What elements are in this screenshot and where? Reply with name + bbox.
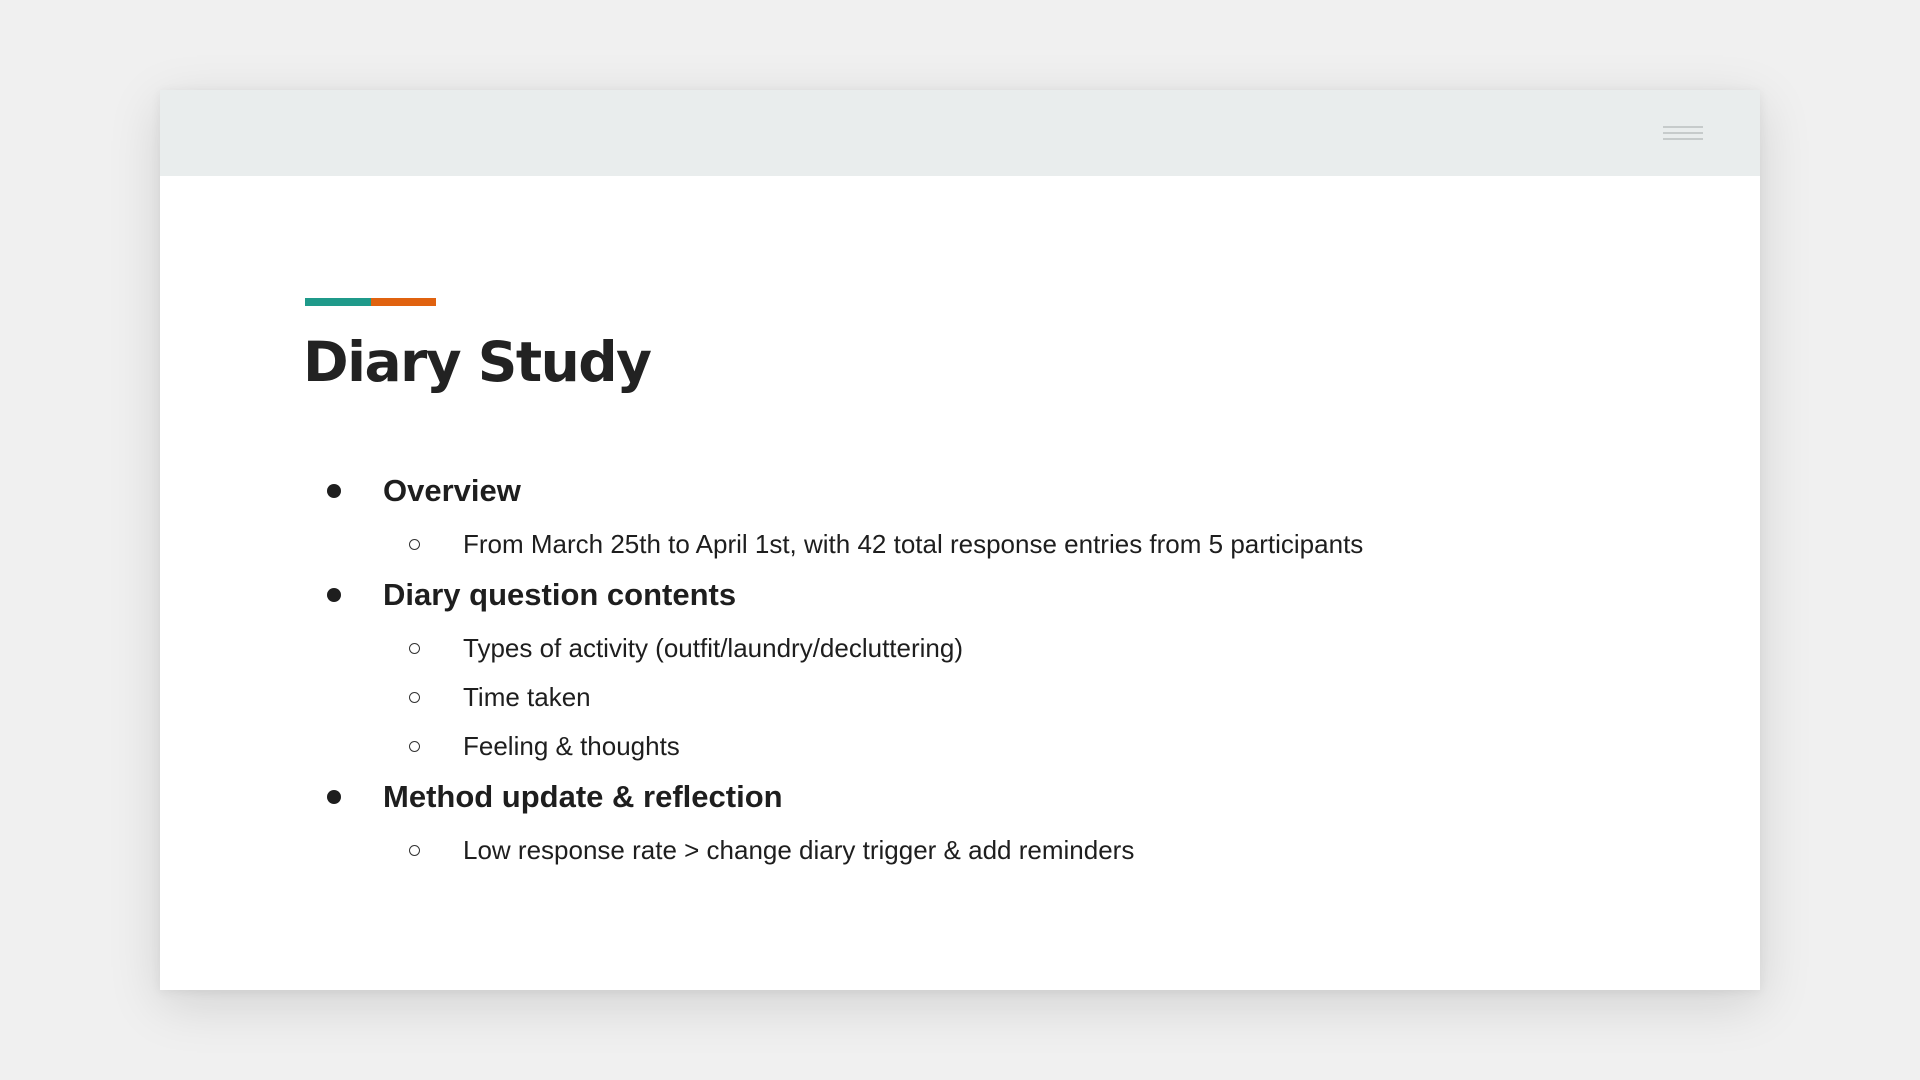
filled-bullet-icon: [327, 790, 341, 804]
slide: [160, 90, 1760, 990]
sub-bullet-text: Types of activity (outfit/laundry/decluttering): [463, 633, 964, 663]
hollow-bullet-icon: [409, 741, 420, 752]
slide-title: Diary Study: [303, 330, 651, 394]
bullet-label: Overview: [383, 473, 521, 508]
hollow-bullet-icon: [409, 845, 420, 856]
bullet-list: [160, 90, 1760, 990]
hollow-bullet-icon: [409, 539, 420, 550]
sub-bullet-text: From March 25th to April 1st, with 42 total response entries from 5 participants: [463, 529, 1364, 559]
hollow-bullet-icon: [409, 643, 420, 654]
bullet-label: Diary question contents: [383, 577, 737, 612]
sub-bullet-text: Feeling & thoughts: [463, 731, 680, 761]
filled-bullet-icon: [327, 484, 341, 498]
sub-bullet-text: Time taken: [463, 682, 591, 712]
bullet-label: Method update & reflection: [383, 779, 783, 814]
filled-bullet-icon: [327, 588, 341, 602]
sub-bullet-text: Low response rate > change diary trigger & add reminders: [463, 835, 1135, 865]
hollow-bullet-icon: [409, 692, 420, 703]
